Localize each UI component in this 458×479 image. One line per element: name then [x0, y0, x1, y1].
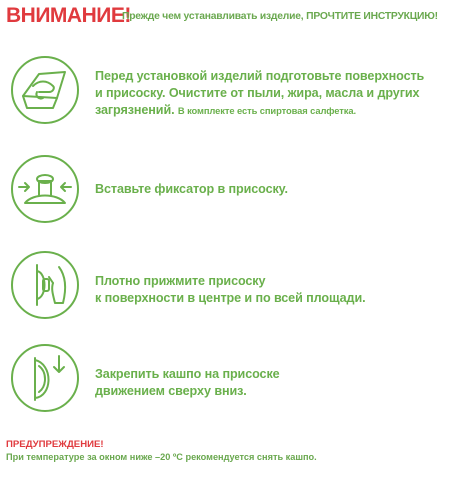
step-1-line-2: и присоску. Очистите от пыли, жира, масла и других: [95, 86, 420, 100]
warning: [6, 439, 317, 464]
step-1-line-3: загрязнений.: [95, 103, 175, 117]
warning-title: ПРЕДУПРЕЖДЕНИЕ!: [6, 439, 104, 450]
step-3-line-2: к поверхности в центре и по всей площади.: [95, 291, 366, 305]
step-2-line-1: Вставьте фиксатор в присоску.: [95, 182, 288, 196]
step-1-line-1: Перед установкой изделий подготовьте поверхность: [95, 69, 425, 83]
attention-title: ВНИМАНИЕ!: [6, 4, 131, 27]
wipe-surface-icon: [11, 56, 79, 124]
step-1-text: [95, 68, 424, 119]
step-4-text: [95, 366, 280, 400]
insert-clamp-icon: [11, 155, 79, 223]
step-3-line-1: Плотно прижмите присоску: [95, 274, 266, 288]
attach-pot-icon: [11, 344, 79, 412]
step-4-line-1: Закрепить кашпо на присоске: [95, 367, 280, 381]
press-suction-cup-icon: [11, 251, 79, 319]
step-2-text: [95, 181, 288, 198]
step-3-text: [95, 273, 365, 307]
step-4-line-2: движением сверху вниз.: [95, 384, 247, 398]
header-subtitle: Прежде чем устанавливать изделие, ПРОЧТИТЕ ИНСТРУКЦИЮ!: [122, 11, 438, 22]
step-1-note: В комплекте есть спиртовая салфетка.: [177, 105, 356, 116]
warning-text: При температуре за окном ниже –20 ºС рекомендуется снять кашпо.: [6, 452, 317, 462]
header: [6, 2, 458, 30]
